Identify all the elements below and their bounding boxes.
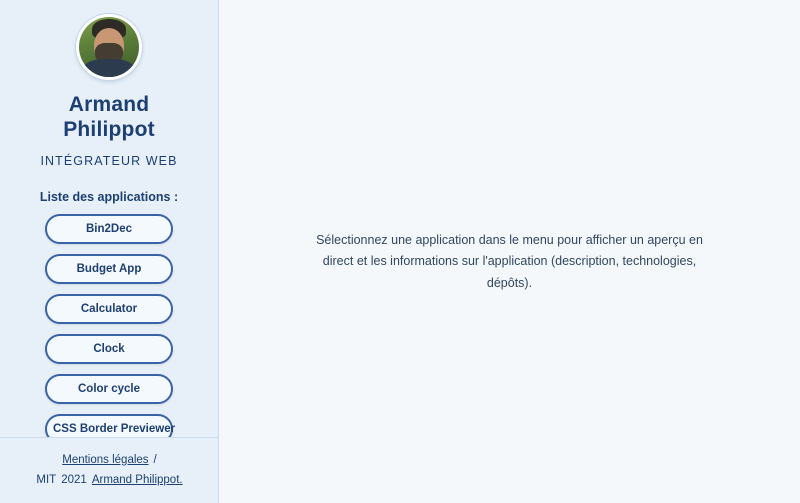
footer-license-row xyxy=(10,470,209,491)
main-content xyxy=(219,0,800,503)
sidebar-item-clock[interactable]: Clock xyxy=(45,334,173,364)
sidebar-item-budget-app[interactable]: Budget App xyxy=(45,254,173,284)
avatar-body xyxy=(83,59,135,77)
avatar xyxy=(76,14,142,80)
empty-state-message: Sélectionnez une application dans le menu pour afficher un aperçu en direct et les informations sur l'application (description, technologies, dépôts). xyxy=(316,233,703,290)
sidebar-item-css-border-previewer[interactable]: CSS Border Previewer xyxy=(45,414,173,444)
sidebar xyxy=(0,0,219,503)
license-label: MIT xyxy=(36,474,57,487)
page-title: Armand Philippot xyxy=(63,93,155,142)
sidebar-item-color-cycle[interactable]: Color cycle xyxy=(45,374,173,404)
author-link[interactable]: Armand Philippot. xyxy=(91,474,183,487)
sidebar-footer xyxy=(0,437,219,503)
app-list-label: Liste des applications : xyxy=(39,190,179,205)
footer-legal-row xyxy=(10,450,209,471)
legal-notice-link[interactable]: Mentions légales xyxy=(62,453,149,466)
sidebar-item-bin2dec[interactable]: Bin2Dec xyxy=(45,214,173,244)
sidebar-item-calculator[interactable]: Calculator xyxy=(45,294,173,324)
footer-separator: / xyxy=(153,453,157,466)
copyright-year: 2021 xyxy=(61,474,87,487)
avatar-image xyxy=(79,17,139,77)
job-title: INTÉGRATEUR WEB xyxy=(40,154,178,169)
